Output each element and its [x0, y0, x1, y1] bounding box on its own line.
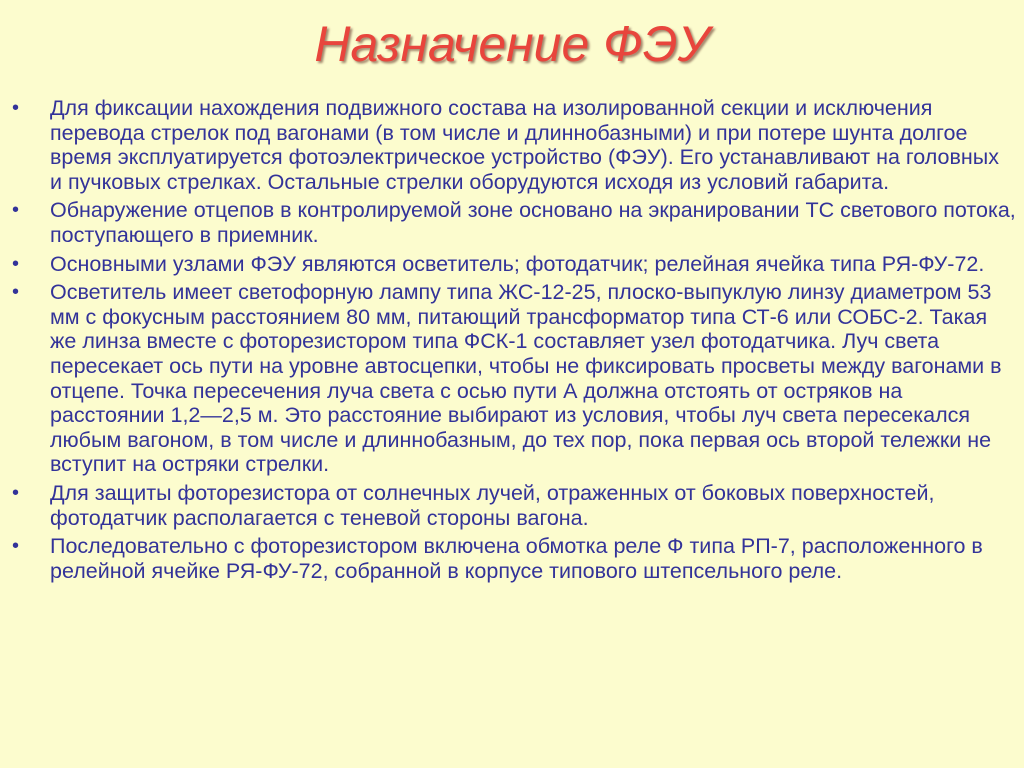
bullet-text: Основными узлами ФЭУ являются осветитель; фотодатчик; релейная ячейка типа РЯ-ФУ-72.: [50, 251, 985, 276]
bullet-icon: •: [12, 281, 20, 304]
bullet-item: [12, 481, 1016, 530]
bullet-item: [12, 534, 1016, 583]
bullet-icon: •: [12, 481, 20, 504]
bullet-item: [12, 198, 1016, 247]
bullet-text: Последовательно с фоторезистором включена обмотка реле Ф типа РП-7, расположенного в релейной ячейке РЯ-ФУ-72, собранной в корпусе типового штепсельного реле.: [50, 534, 983, 583]
bullet-item: [12, 96, 1016, 194]
bullet-icon: •: [12, 97, 20, 119]
bullet-item: [12, 280, 1016, 477]
bullet-icon: •: [12, 199, 20, 222]
bullet-text: Осветитель имеет светофорную лампу типа ЖС-12-25, плоско-выпуклую линзу диаметром 53 мм с фокусным расстоянием 80 мм, питающий трансформатор типа СТ-6 или СОБС-2. Такая же линза вместе с фоторезистором типа ФСК-1 составляет узел фотодатчика. Луч света пересекает ось пути на уровне автосцепки, чтобы не фиксировать просветы между вагонами в отцепе. Точка пересечения луча света с осью пути А должна отстоять от остряков на расстоянии 1,2—2,5 м. Это расстояние выбирают из условия, чтобы луч света пересекался любым вагоном, в том числе и длиннобазным, до тех пор, пока первая ось второй тележки не вступит на остряки стрелки.: [50, 280, 1002, 477]
bullet-text: Для фиксации нахождения подвижного состава на изолированной секции и исключения перевода стрелок под вагонами (в том числе и длиннобазными) и при потере шунта долгое время эксплуатируется фотоэлектрическое устройство (ФЭУ). Его устанавливают на головных и пучковых стрелках. Остальные стрелки оборудуются исходя из условий габарита.: [50, 96, 999, 194]
bullet-item: [12, 252, 1016, 277]
bullet-icon: •: [12, 535, 20, 558]
bullet-text: Для защиты фоторезистора от солнечных лучей, отраженных от боковых поверхностей, фотодатчик располагается с теневой стороны вагона.: [50, 480, 935, 530]
slide-title: Назначение ФЭУ: [314, 16, 710, 72]
bullet-icon: •: [12, 252, 20, 275]
bullet-text: Обнаружение отцепов в контролируемой зоне основано на экранировании ТС светового потока, поступающего в приемник.: [50, 198, 1016, 247]
bullet-list: [12, 96, 1016, 587]
